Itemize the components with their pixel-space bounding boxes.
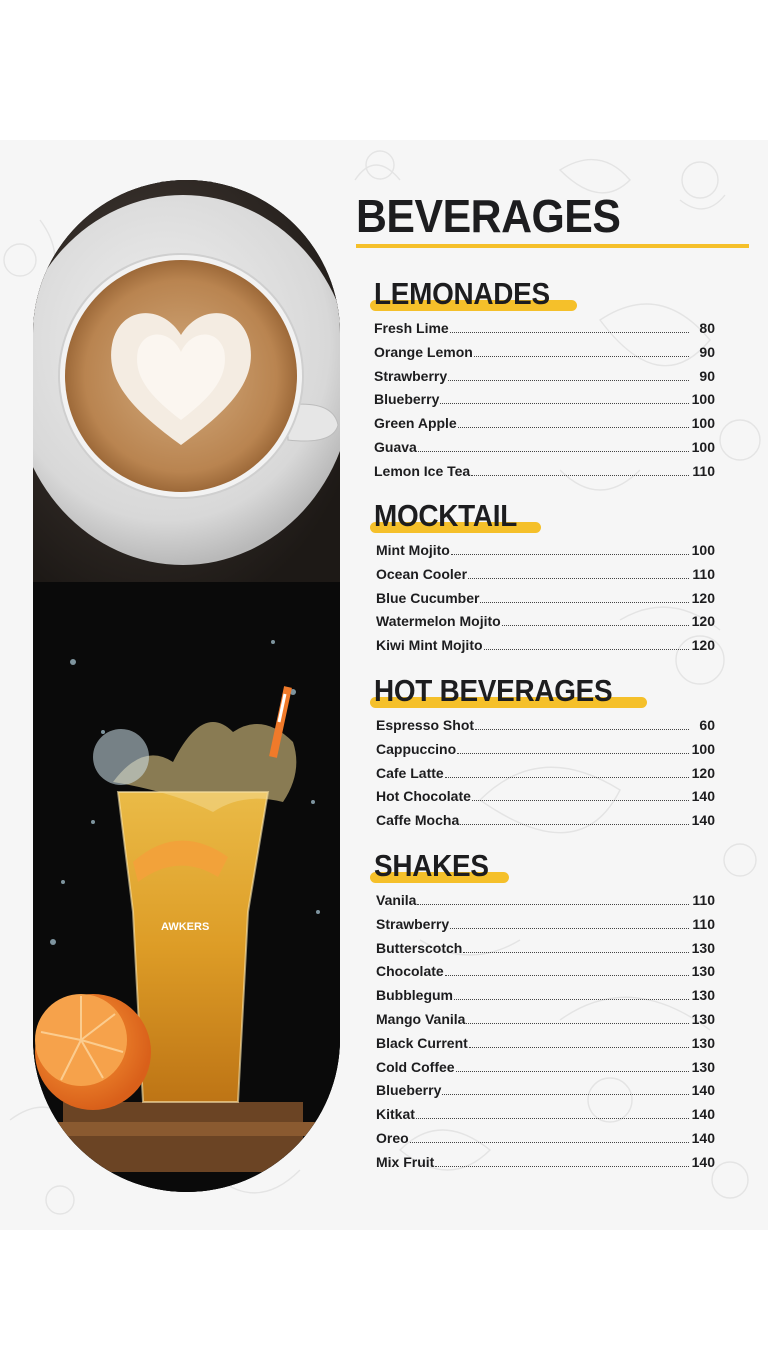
menu-item: Chocolate 130 [376,963,715,980]
section-heading: LEMONADES [370,276,577,312]
menu-item: Espresso Shot 60 [376,717,715,733]
menu-item: Cafe Latte 120 [376,764,715,781]
menu-item: Blueberry 140 [376,1082,715,1099]
menu-item: Ocean Cooler 110 [376,565,715,582]
title-underline [356,244,749,248]
photo-column [33,180,340,1192]
item-list [374,320,715,487]
menu-item: Mango Vanila 130 [376,1010,715,1027]
section-lemonades [356,276,751,487]
menu-item: Guava 100 [374,438,715,455]
section-shakes [356,848,751,1178]
menu-item: Kitkat 140 [376,1106,715,1123]
menu-item: Blue Cucumber 120 [376,589,715,606]
menu-item: Strawberry 110 [376,915,715,932]
menu-item: Orange Lemon 90 [374,343,715,360]
menu-item: Mix Fruit 140 [376,1153,715,1170]
menu-item: Butterscotch 130 [376,939,715,956]
menu-item: Lemon Ice Tea 110 [374,462,715,479]
menu-item: Mint Mojito 100 [376,542,715,558]
menu-panel [356,188,751,248]
section-heading: HOT BEVERAGES [370,673,647,709]
menu-item: Cold Coffee 130 [376,1058,715,1075]
menu-item: Oreo 140 [376,1129,715,1146]
menu-item: Green Apple 100 [374,415,715,432]
section-heading: MOCKTAIL [370,498,541,534]
orange-drink-photo [33,582,340,1192]
item-list [376,542,715,661]
section-mocktail [356,498,751,661]
menu-item: Strawberry 90 [374,367,715,384]
section-heading: SHAKES [370,848,509,884]
menu-item: Hot Chocolate 140 [376,788,715,805]
coffee-photo [33,180,340,582]
section-hot-beverages [356,673,751,836]
menu-item: Vanila 110 [376,892,715,908]
page-title: BEVERAGES [356,190,621,242]
menu-item: Kiwi Mint Mojito 120 [376,637,715,654]
menu-item: Blueberry 100 [374,391,715,408]
glass-logo: AWKERS [161,921,210,933]
menu-item: Bubblegum 130 [376,987,715,1004]
item-list [376,717,715,836]
menu-item: Black Current 130 [376,1034,715,1051]
menu-item: Caffe Mocha 140 [376,812,715,829]
menu-item: Watermelon Mojito 120 [376,613,715,630]
menu-item: Fresh Lime 80 [374,320,715,336]
menu-item: Cappuccino 100 [376,740,715,757]
item-list [376,892,715,1178]
